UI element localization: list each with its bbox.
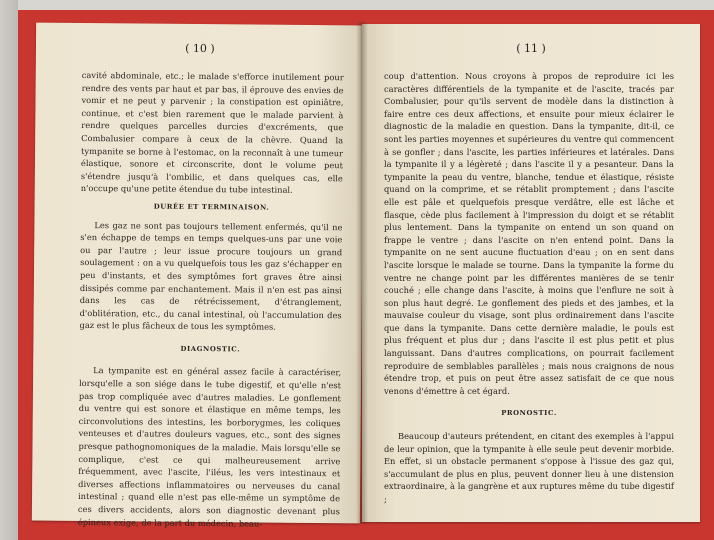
page-text (78, 69, 344, 530)
paragraph: La tympanite est en général assez facile à caractériser, lorsqu'elle a son siége dans le tube digestif, et qu'elle n'est pas trop compliquée avec d'autres maladies. Le gonflement du ventre qui est sonore et élastique en même temps, les circonvolutions des intestins, les borborygmes, les coliques venteuses et d'autres douleurs vagues, etc., sont des signes presque pathognomoniques de la maladie. Mais lorsqu'elle se complique, c'est ce qui malheureusement arrive fréquemment, avec l'ascite, l'iléus, les vers intestinaux et diverses affections inflammatoires ou nerveuses du canal intestinal ; quand elle n'est pas elle-même un symptôme de ces divers accidents, alors son diagnostic devenant plus épineux exige, de la part du médecin, beau- (77, 365, 342, 529)
paragraph: Les gaz ne sont pas toujours tellement enfermés, qu'il ne s'en échappe de temps en temps quelques-uns par une voie ou par l'autre ; leur issue procure toujours un grand soulagement : on a vu quelquefois tous les gaz s'échapper en peu d'instants, et des symptômes fort graves être ainsi dissipés comme par enchantement. Mais il n'en est pas ainsi dans les cas de rétrécissement, d'étranglement, d'oblitération, etc., du canal intestinal, où l'accumulation des gaz est le plus fâcheux de tous les symptômes. (79, 219, 343, 332)
left-page (32, 23, 364, 529)
page-number: ( 10 ) (185, 41, 215, 56)
section-heading: DIAGNOSTIC. (180, 344, 241, 354)
book-gutter (356, 22, 368, 524)
right-page (362, 24, 700, 522)
page-number: ( 11 ) (516, 42, 546, 55)
paragraph: coup d'attention. Nous croyons à propos de reproduire ici les caractères différentiels de la tympanite et de l'ascite, tracés par Combalusier, pour qu'ils servent de modèle dans la distinction à faire entre ces deux affections, et ensuite pour mieux éclairer le diagnostic de la maladie en question. Dans la tympanite, dit-il, ce sont les parties moyennes et supérieures du ventre qui commencent à se gonfler ; dans l'ascite, les parties inférieures et latérales. Dans la tympanite il y a légèreté ; dans l'ascite il y a pesanteur. Dans la tympanite la peau du ventre, blanche, tendue et élastique, résiste quand on la comprime, et se rétablit promptement ; dans l'ascite elle est pâle et quelquefois presque verdâtre, elle est lâche et flasque, cède plus facilement à l'impression du doigt et se rétablit plus lentement. Dans la tympanite on entend un son quand on frappe le ventre ; dans l'ascite on n'en entend point. Dans la tympanite on ne sent aucune fluctuation d'eau ; on en sent dans l'ascite lorsque le malade se tourne. Dans la tympanite la forme du ventre ne change point par les différentes manières de se tenir couché ; elle change dans l'ascite, à moins que l'enflure ne soit à son plus haut degré. Le gonflement des pieds et des jambes, et la mauvaise couleur du visage, sont plus ordinairement dans l'ascite que dans la tympanite. Dans cette dernière maladie, le pouls est plus fréquent et plus dur ; dans l'ascite il est plus petit et plus languissant. Dans d'autres complications, on pourrait facilement reproduire de semblables parallèles ; mais nous craignons de nous étendre trop, et puis on peut être assez satisfait de ce que nous venons d'émettre à cet égard. (384, 71, 674, 396)
section-heading: PRONOSTIC. (501, 409, 557, 418)
paragraph: cavité abdominale, etc.; le malade s'efforce inutilement pour rendre des vents par haut et par bas, il éprouve des envies de vomir et ne peut y parvenir ; la constipation est opiniâtre, continue, et c'est bien rarement que le malade parvient à rendre quelques parcelles durcies d'excréments, que Combalusier compare à ceux de la chèvre. Quand la tympanite se borne à l'estomac, on la reconnaît à une tumeur élastique, sonore et circonscrite, dont le volume peut s'étendre jusqu'à l'ombilic, et dans quelques cas, elle n'occupe qu'une petite étendue du tube intestinal. (80, 69, 344, 196)
table-edge (0, 0, 18, 540)
paragraph: Beaucoup d'auteurs prétendent, en citant des exemples à l'appui de leur opinion, que la tympanite à elle seule peut devenir morbide. En effet, si un obstacle permanent s'oppose à l'issue des gaz qui, s'accumulant de plus en plus, peuvent donner lieu à une distension extraordinaire, à la gangrène et aux ruptures même du tube digestif ; (384, 431, 674, 504)
page-text (384, 70, 674, 506)
section-heading: DURÉE ET TERMINAISON. (153, 202, 270, 212)
